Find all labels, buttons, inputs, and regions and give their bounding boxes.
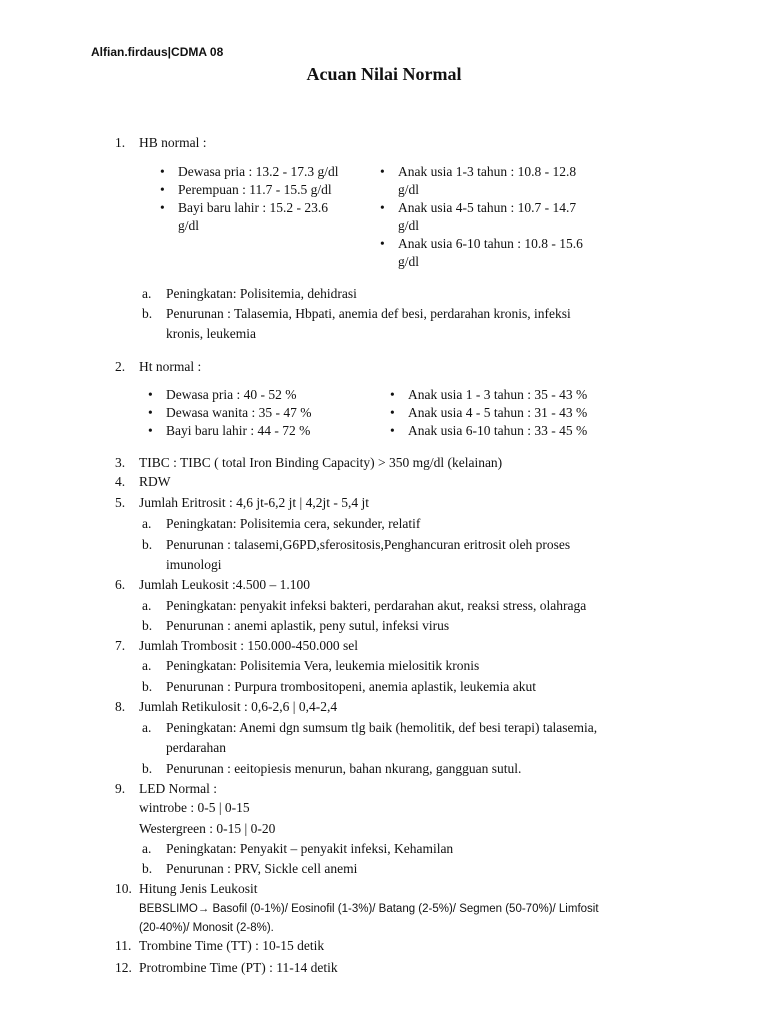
ht-right-bullet: • Anak usia 6-10 tahun : 33 - 45 % [390,423,588,438]
eritrosit-sub-b-continuation: imunologi [166,557,222,572]
hb-right-continuation: g/dl [398,182,420,197]
hb-right-continuation: g/dl [398,254,420,269]
led-westergreen: Westergreen : 0-15 | 0-20 [139,821,276,836]
hb-right-bullet: • Anak usia 1-3 tahun : 10.8 - 12.8 [380,164,577,179]
ht-right-bullet: • Anak usia 4 - 5 tahun : 31 - 43 % [390,405,588,420]
ht-left-bullet: • Dewasa wanita : 35 - 47 % [148,405,312,420]
page-title: Acuan Nilai Normal [306,64,462,84]
hitung-jenis-detail-continuation: (20-40%)/ Monosit (2-8%). [139,922,274,934]
retikulosit-sub-a-continuation: perdarahan [166,740,226,755]
hitung-jenis-detail: BEBSLIMO→ Basofil (0-1%)/ Eosinofil (1-3%)/ Batang (2-5%)/ Segmen (50-70%)/ Limfosit [139,903,599,915]
ht-left-bullet: • Dewasa pria : 40 - 52 % [148,387,297,402]
hb-right-bullet: • Anak usia 4-5 tahun : 10.7 - 14.7 [380,200,577,215]
ht-left-bullet: • Bayi baru lahir : 44 - 72 % [148,423,311,438]
hb-right-bullet: • Anak usia 6-10 tahun : 10.8 - 15.6 [380,236,583,251]
hb-left-bullet: • Perempuan : 11.7 - 15.5 g/dl [160,182,332,197]
ht-right-bullet: • Anak usia 1 - 3 tahun : 35 - 43 % [390,387,588,402]
document-header: Alfian.firdaus|CDMA 08 [91,45,224,59]
hb-right-continuation: g/dl [398,218,420,233]
led-wintrobe: wintrobe : 0-5 | 0-15 [139,800,250,815]
hb-left-bullet: • Bayi baru lahir : 15.2 - 23.6 [160,200,328,215]
hb-sub-b-continuation: kronis, leukemia [166,326,256,341]
hb-left-continuation: g/dl [178,218,200,233]
hb-left-bullet: • Dewasa pria : 13.2 - 17.3 g/dl [160,164,339,179]
